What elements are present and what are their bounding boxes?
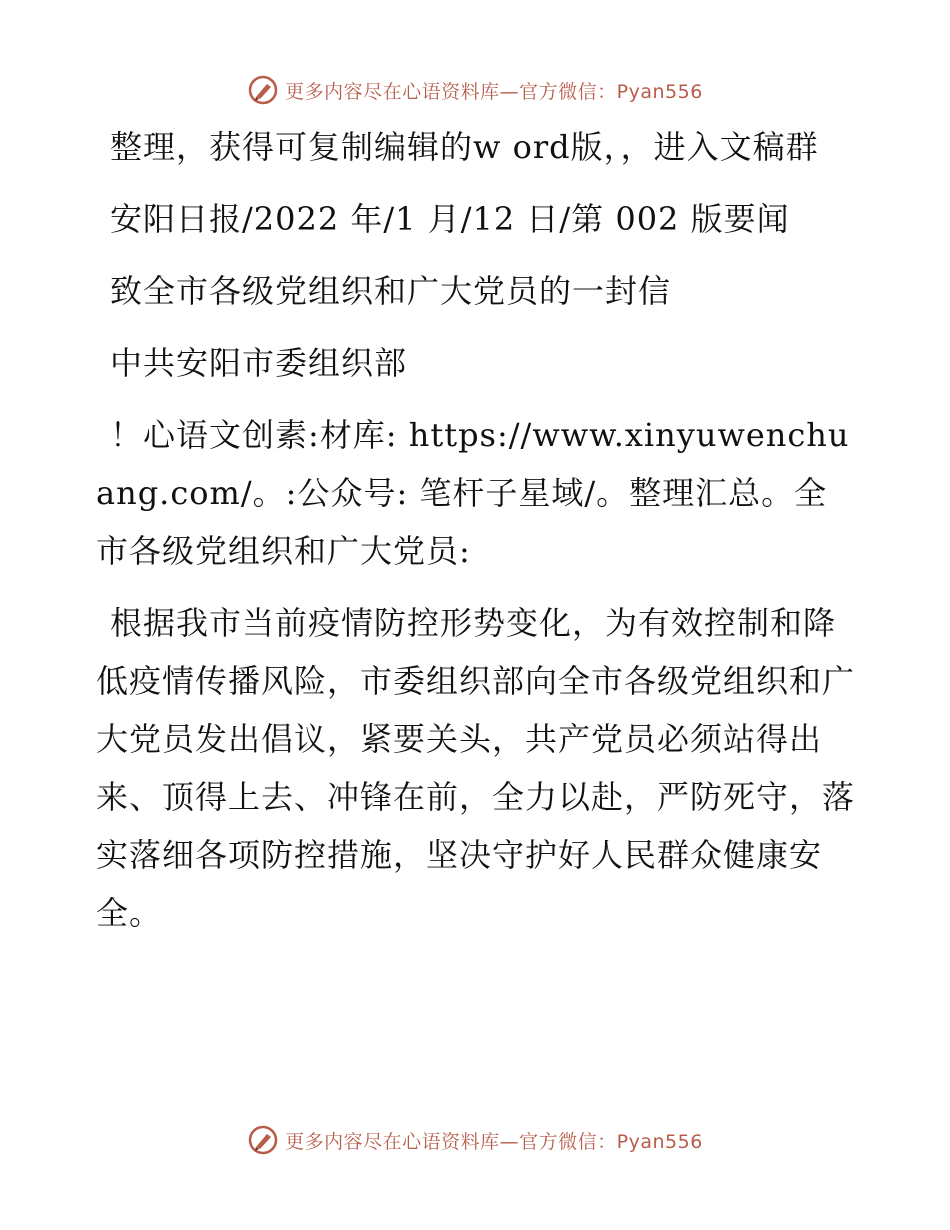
paragraph: 安阳日报/2022 年/1 月/12 日/第 002 版要闻 xyxy=(110,200,790,238)
paragraph: 根据我市当前疫情防控形势变化，为有效控制和降低疫情传播风险，市委组织部向全市各级党组织和广大党员发出倡议，紧要关头，共产党员必须站得出来、顶得上去、冲锋在前，全力以赴，严防死守，落实落细各项防控措施，坚决守护好人民群众健康安全。 xyxy=(96,604,856,932)
paragraph: 中共安阳市委组织部 xyxy=(110,344,408,382)
header-watermark xyxy=(0,70,950,110)
pen-logo-icon xyxy=(247,1124,279,1156)
pen-logo-icon xyxy=(247,74,279,106)
paragraph: 整理，获得可复制编辑的w ord版，，进入文稿群 xyxy=(110,128,819,166)
watermark-text: 更多内容尽在心语资料库—官方微信：Pyan556 xyxy=(285,1130,703,1153)
paragraph: 致全市各级党组织和广大党员的一封信 xyxy=(110,272,672,310)
watermark-text: 更多内容尽在心语资料库—官方微信：Pyan556 xyxy=(285,80,703,103)
document-body xyxy=(96,118,856,956)
footer-watermark xyxy=(0,1120,950,1160)
paragraph: ！心语文创素:材库: https://www.xinyuwenchuang.com/。:公众号: 笔杆子星域/。整理汇总。全市各级党组织和广大党员: xyxy=(96,416,850,570)
